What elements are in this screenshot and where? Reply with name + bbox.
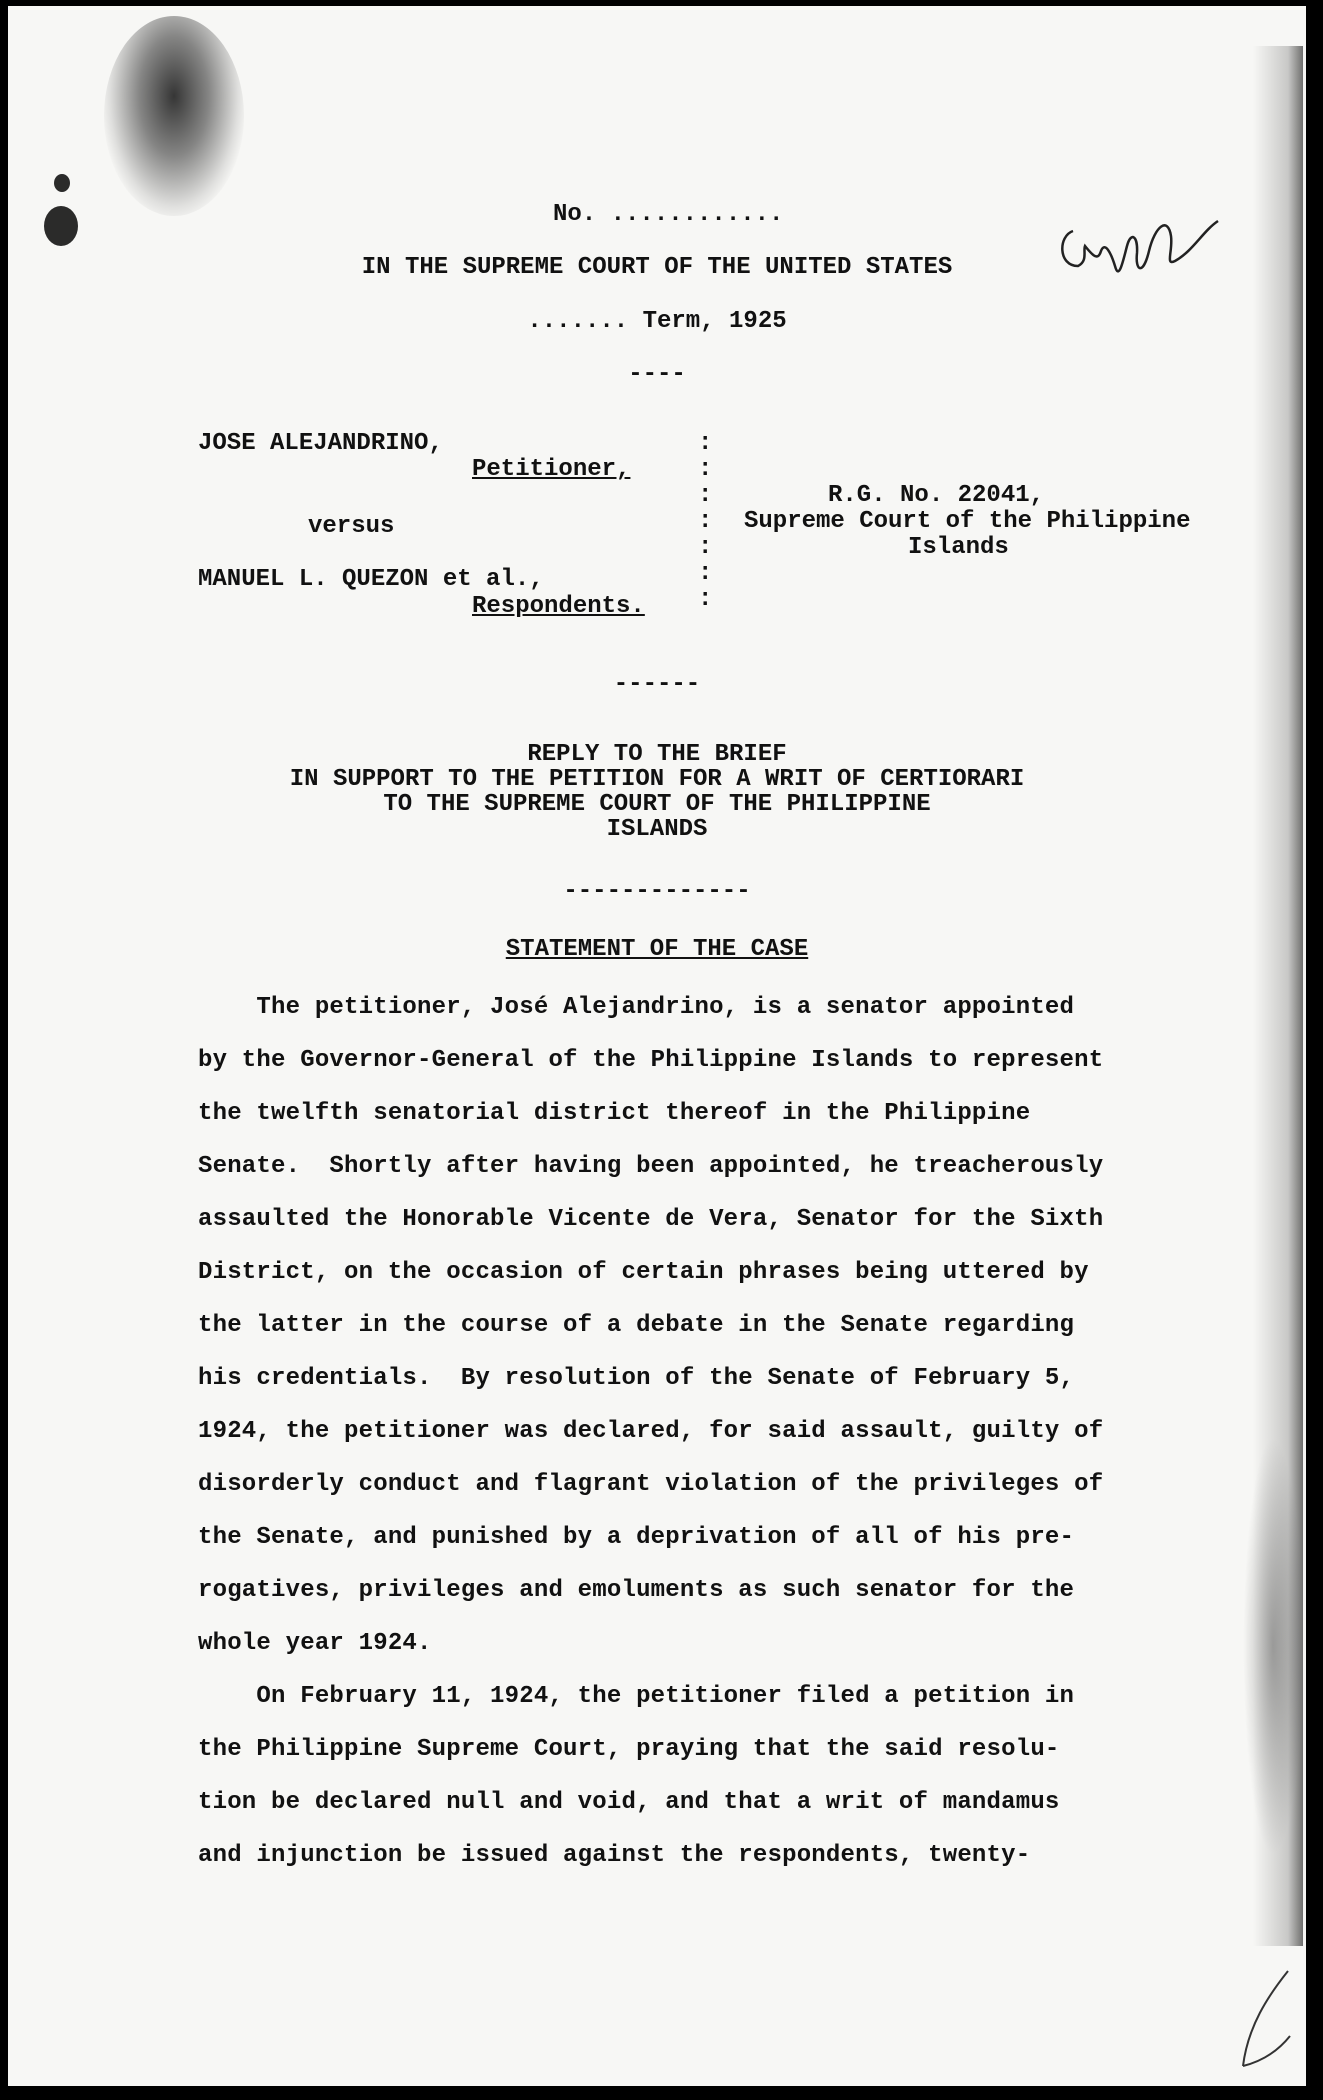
petitioner-role: Petitioner, [472, 456, 631, 483]
caption-divider: : [698, 456, 713, 483]
ink-blot [44, 206, 78, 246]
body-text-line: 1924, the petitioner was declared, for said assault, guilty of [198, 1418, 1104, 1445]
body-text-line: and injunction be issued against the respondents, twenty- [198, 1842, 1031, 1869]
caption-divider: : [698, 586, 713, 613]
body-text-line: tion be declared null and void, and that a writ of mandamus [198, 1789, 1060, 1816]
term-line: ....... Term, 1925 [527, 308, 787, 335]
separator-rule: ---- [628, 361, 686, 388]
document-page [8, 6, 1306, 2086]
body-text-line: the latter in the course of a debate in the Senate regarding [198, 1312, 1075, 1339]
body-text-line: assaulted the Honorable Vicente de Vera, Senator for the Sixth [198, 1206, 1104, 1233]
respondent-role: Respondents. [472, 593, 645, 620]
body-text-line: the Philippine Supreme Court, praying that the said resolu- [198, 1736, 1060, 1763]
page-corner-mark [1228, 1966, 1298, 2076]
document-title-line: IN SUPPORT TO THE PETITION FOR A WRIT OF CERTIORARI [289, 766, 1025, 793]
ink-blot [54, 174, 70, 192]
body-text-line: by the Governor-General of the Philippine Islands to represent [198, 1047, 1104, 1074]
caption-divider: : [698, 534, 713, 561]
respondent-name: MANUEL L. QUEZON et al., [198, 566, 544, 593]
docket-number: No. ............ [553, 201, 784, 228]
separator-rule: ------ [613, 671, 701, 698]
document-title-line: TO THE SUPREME COURT OF THE PHILIPPINE [383, 791, 931, 818]
versus-label: versus [308, 513, 395, 540]
court-title: IN THE SUPREME COURT OF THE UNITED STATES [361, 254, 953, 281]
section-heading: STATEMENT OF THE CASE [505, 936, 809, 963]
rg-number: R.G. No. 22041, [828, 482, 1045, 509]
caption-divider: : [698, 560, 713, 587]
body-text-line: District, on the occasion of certain phrases being uttered by [198, 1259, 1089, 1286]
body-text-line: the twelfth senatorial district thereof in the Philippine [198, 1100, 1031, 1127]
document-title-line: ISLANDS [606, 816, 708, 843]
handwritten-annotation [1053, 191, 1253, 301]
separator-rule: ------------- [563, 878, 751, 905]
caption-divider: : [698, 430, 713, 457]
body-text-line: disorderly conduct and flagrant violation of the privileges of [198, 1471, 1104, 1498]
body-text-line: On February 11, 1924, the petitioner filed a petition in [198, 1683, 1075, 1710]
caption-divider: : [698, 482, 713, 509]
rg-court: Supreme Court of the Philippine [744, 508, 1191, 535]
body-text-line: the Senate, and punished by a deprivation of all of his pre- [198, 1524, 1075, 1551]
ink-stain [104, 16, 244, 216]
body-text-line: his credentials. By resolution of the Senate of February 5, [198, 1365, 1075, 1392]
caption-divider: : [698, 508, 713, 535]
body-text-line: rogatives, privileges and emoluments as such senator for the [198, 1577, 1075, 1604]
body-text-line: Senate. Shortly after having been appointed, he treacherously [198, 1153, 1104, 1180]
document-title-line: REPLY TO THE BRIEF [527, 741, 787, 768]
petitioner-name: JOSE ALEJANDRINO, [198, 430, 443, 457]
page-edge-smudge [1243, 1436, 1303, 1856]
body-text-line: The petitioner, José Alejandrino, is a senator appointed [198, 994, 1075, 1021]
rg-islands: Islands [908, 534, 1009, 561]
body-text-line: whole year 1924. [198, 1630, 432, 1657]
